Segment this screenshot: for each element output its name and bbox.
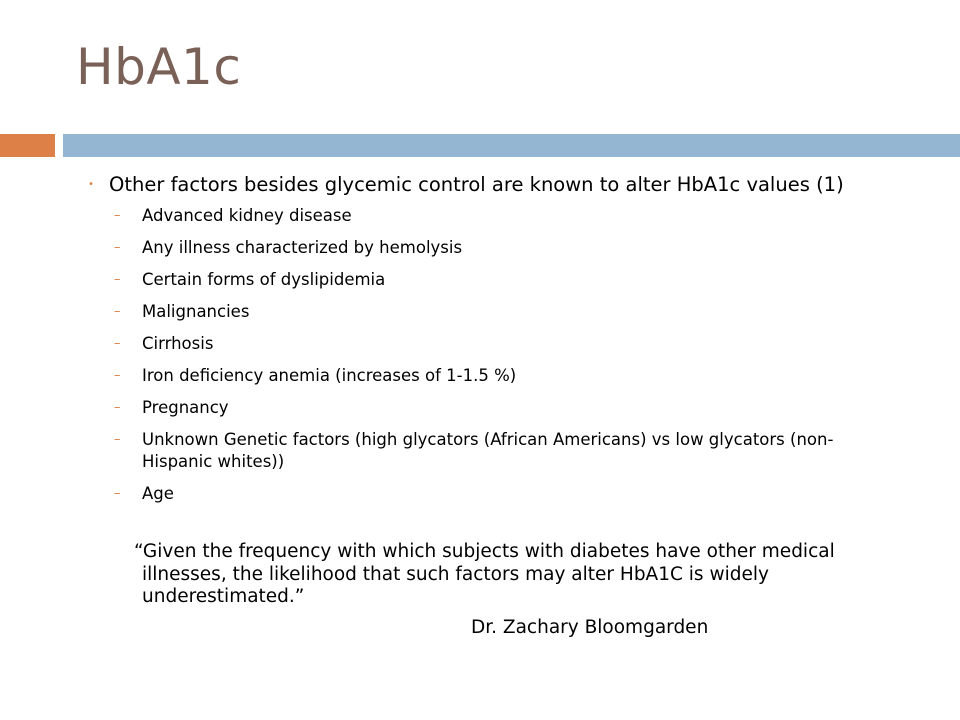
list-item-text: Age [142, 484, 174, 503]
bullet-dot-icon: • [88, 179, 94, 190]
title-rule-bar [63, 134, 960, 157]
list-item-text: Pregnancy [142, 398, 229, 417]
list-item-text: Iron deficiency anemia (increases of 1-1.5 %) [142, 366, 517, 385]
list-item [114, 429, 894, 473]
list-item [114, 333, 894, 355]
quote-attribution: Dr. Zachary Bloomgarden [471, 617, 709, 638]
slide-title: HbA1c [76, 38, 242, 96]
dash-bullet-icon: – [114, 208, 121, 223]
dash-bullet-icon: – [114, 368, 121, 383]
factor-list [114, 205, 894, 515]
list-item [114, 397, 894, 419]
dash-bullet-icon: – [114, 336, 121, 351]
list-item-text: Malignancies [142, 302, 250, 321]
quote-text: “Given the frequency with which subjects with diabetes have other medical illnesses, the likelihood that such factors may alter HbA1C is widely underestimated.” [134, 541, 835, 607]
title-accent-bar [0, 134, 55, 157]
main-bullet-text: Other factors besides glycemic control are known to alter HbA1c values (1) [109, 173, 844, 196]
list-item [114, 205, 894, 227]
list-item [114, 269, 894, 291]
list-item [114, 237, 894, 259]
dash-bullet-icon: – [114, 400, 121, 415]
list-item-text: Unknown Genetic factors (high glycators (African Americans) vs low glycators (non-Hispanic whites)) [142, 430, 834, 471]
list-item-text: Certain forms of dyslipidemia [142, 270, 386, 289]
list-item [114, 301, 894, 323]
list-item [114, 365, 894, 387]
dash-bullet-icon: – [114, 432, 121, 447]
dash-bullet-icon: – [114, 304, 121, 319]
list-item [114, 483, 894, 505]
list-item-text: Advanced kidney disease [142, 206, 352, 225]
list-item-text: Any illness characterized by hemolysis [142, 238, 463, 257]
list-item-text: Cirrhosis [142, 334, 214, 353]
dash-bullet-icon: – [114, 486, 121, 501]
dash-bullet-icon: – [114, 272, 121, 287]
dash-bullet-icon: – [114, 240, 121, 255]
